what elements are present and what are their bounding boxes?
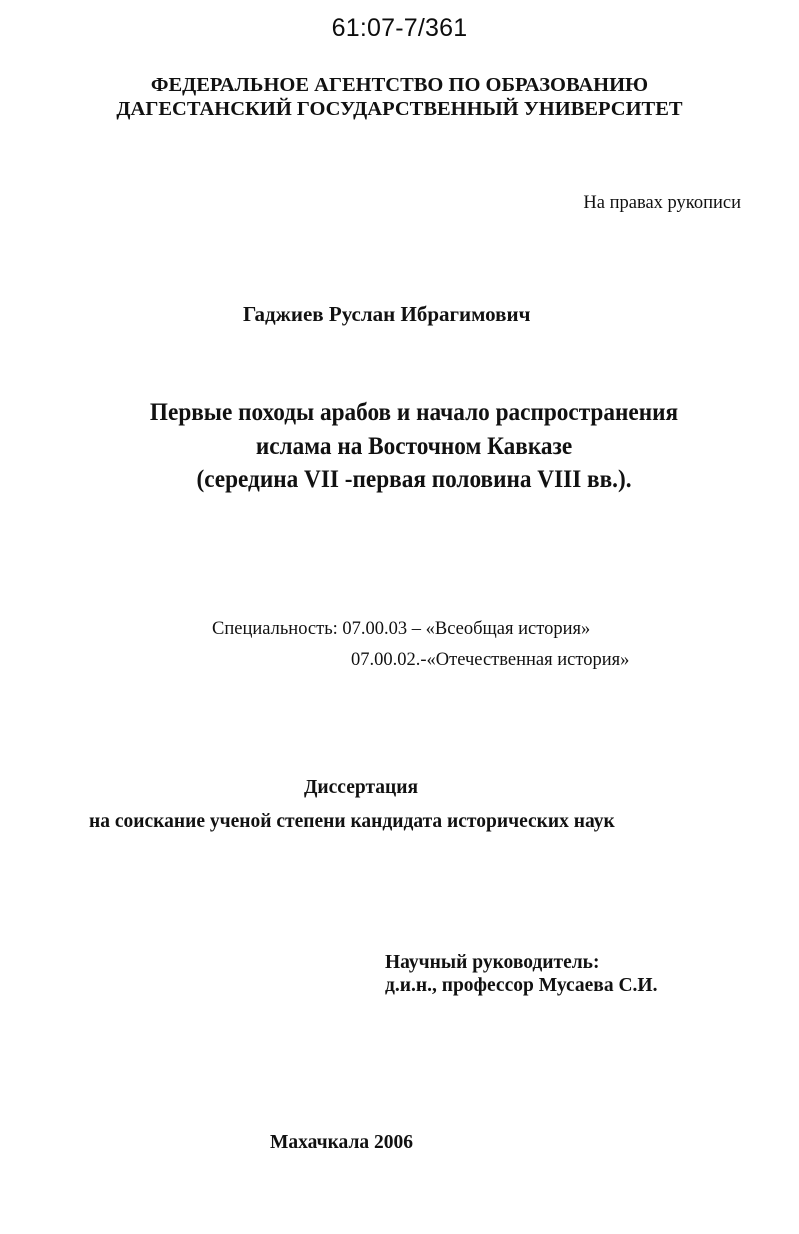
title-line: Первые походы арабов и начало распространения	[149, 399, 679, 426]
catalog-number: 61:07-7/361	[331, 14, 468, 42]
agency-heading: ФЕДЕРАЛЬНОЕ АГЕНТСТВО ПО ОБРАЗОВАНИЮ	[150, 74, 649, 96]
title-line: ислама на Восточном Кавказе	[255, 433, 573, 460]
supervisor-label: Научный руководитель:	[385, 952, 600, 973]
specialty-line: Специальность: 07.00.03 – «Всеобщая история»	[212, 619, 591, 639]
city-year: Махачкала 2006	[270, 1132, 414, 1153]
specialty-line: 07.00.02.-«Отечественная история»	[351, 650, 630, 670]
manuscript-note: На правах рукописи	[583, 193, 741, 213]
author-name: Гаджиев Руслан Ибрагимович	[243, 302, 531, 326]
degree-line: на соискание ученой степени кандидата исторических наук	[89, 811, 615, 832]
title-line: (середина VII -первая половина VIII вв.).	[196, 466, 632, 493]
dissertation-label: Диссертация	[304, 777, 419, 798]
university-heading: ДАГЕСТАНСКИЙ ГОСУДАРСТВЕННЫЙ УНИВЕРСИТЕТ	[116, 98, 683, 120]
supervisor-name: д.и.н., профессор Мусаева С.И.	[385, 975, 658, 996]
